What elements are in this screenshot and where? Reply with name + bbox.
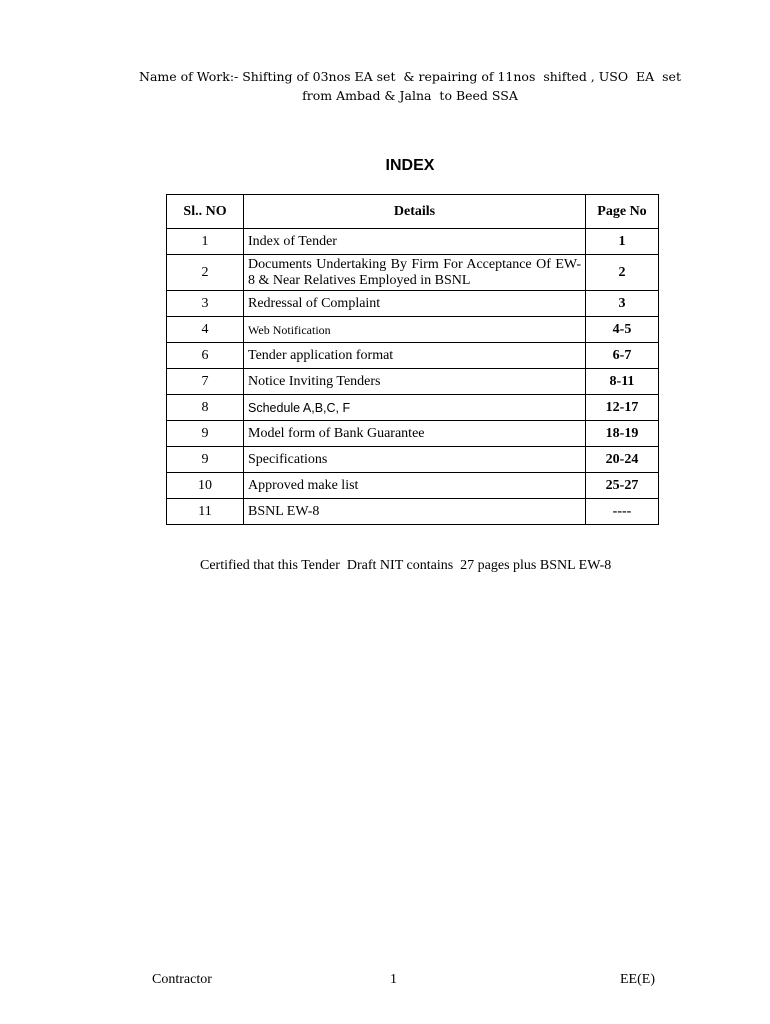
- details-cell: Schedule A,B,C, F: [244, 395, 586, 421]
- table-row: [167, 421, 659, 447]
- sl-no-cell: 4: [167, 317, 244, 343]
- sl-no-cell: 3: [167, 291, 244, 317]
- page-no-cell: ----: [586, 499, 659, 525]
- details-cell: Approved make list: [244, 473, 586, 499]
- table-row: [167, 499, 659, 525]
- name-of-work-line-2: from Ambad & Jalna to Beed SSA: [302, 88, 518, 103]
- index-heading: INDEX: [385, 157, 435, 174]
- table-row: [167, 291, 659, 317]
- table-row: [167, 229, 659, 255]
- details-cell: Redressal of Complaint: [244, 291, 586, 317]
- footer-contractor: Contractor: [152, 972, 212, 987]
- name-of-work-line-1: Name of Work:- Shifting of 03nos EA set & repairing of 11nos shifted , USO EA set: [139, 69, 681, 84]
- sl-no-cell: 10: [167, 473, 244, 499]
- certification-statement: Certified that this Tender Draft NIT contains 27 pages plus BSNL EW-8: [200, 558, 612, 573]
- column-header-sl-no: Sl.. NO: [167, 195, 244, 229]
- table-row: [167, 343, 659, 369]
- sl-no-cell: 6: [167, 343, 244, 369]
- details-cell: Web Notification: [244, 317, 586, 343]
- table-row: [167, 473, 659, 499]
- table-row: [167, 369, 659, 395]
- details-cell: Specifications: [244, 447, 586, 473]
- column-header-details: Details: [244, 195, 586, 229]
- sl-no-cell: 9: [167, 421, 244, 447]
- page-no-cell: 3: [586, 291, 659, 317]
- page-no-cell: 25-27: [586, 473, 659, 499]
- details-cell: Model form of Bank Guarantee: [244, 421, 586, 447]
- page-no-cell: 4-5: [586, 317, 659, 343]
- sl-no-cell: 7: [167, 369, 244, 395]
- column-header-page-no: Page No: [586, 195, 659, 229]
- sl-no-cell: 11: [167, 499, 244, 525]
- page-no-cell: 6-7: [586, 343, 659, 369]
- page-no-cell: 12-17: [586, 395, 659, 421]
- page-no-cell: 18-19: [586, 421, 659, 447]
- details-cell: Index of Tender: [244, 229, 586, 255]
- details-cell: BSNL EW-8: [244, 499, 586, 525]
- sl-no-cell: 2: [167, 255, 244, 291]
- table-row: [167, 317, 659, 343]
- sl-no-cell: 9: [167, 447, 244, 473]
- details-cell: Tender application format: [244, 343, 586, 369]
- footer-ee: EE(E): [620, 972, 655, 987]
- details-cell: Documents Undertaking By Firm For Acceptance Of EW-8 & Near Relatives Employed in BSNL: [244, 255, 586, 291]
- table-row: [167, 395, 659, 421]
- page-no-cell: 8-11: [586, 369, 659, 395]
- page-no-cell: 20-24: [586, 447, 659, 473]
- index-table: [166, 194, 659, 525]
- table-header-row: [167, 195, 659, 229]
- name-of-work: [110, 67, 710, 105]
- page-number: 1: [390, 972, 397, 987]
- table-row: [167, 255, 659, 291]
- page-no-cell: 2: [586, 255, 659, 291]
- sl-no-cell: 1: [167, 229, 244, 255]
- table-row: [167, 447, 659, 473]
- details-cell: Notice Inviting Tenders: [244, 369, 586, 395]
- sl-no-cell: 8: [167, 395, 244, 421]
- page-no-cell: 1: [586, 229, 659, 255]
